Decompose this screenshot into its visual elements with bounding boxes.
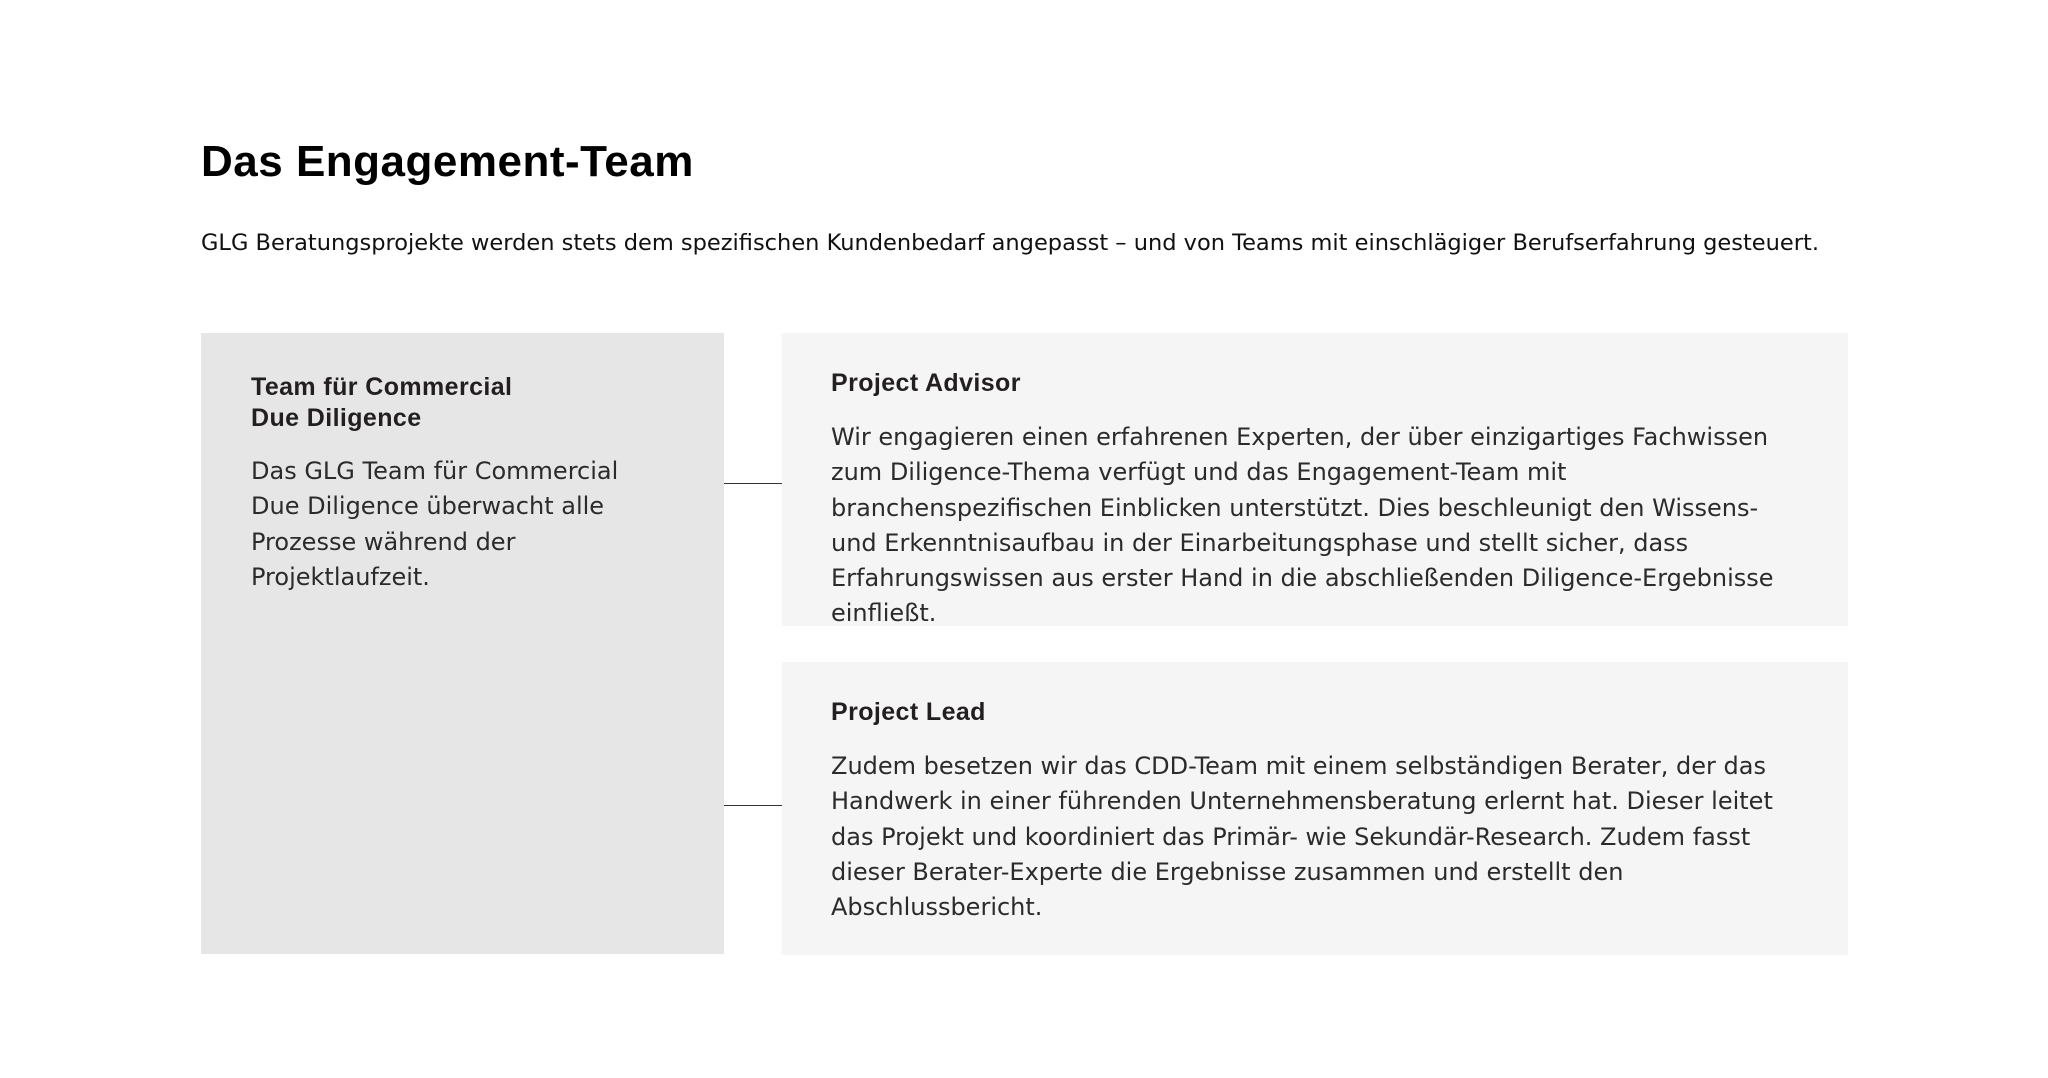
role-description: Zudem besetzen wir das CDD-Team mit einem selbständigen Berater, der das Handwerk in einer führenden Unternehmensberatung erlernt hat. Dieser leitet das Projekt und koordiniert das Primär- wie Sekundär-Research. Zudem fasst dieser Berater-Experte die Ergebnisse zusammen und erstellt den Abschlussbericht. <box>831 752 1773 922</box>
role-heading: Project Advisor <box>831 369 1021 397</box>
team-description: Das GLG Team für Commercial Due Diligence überwacht alle Prozesse während der Projektlaufzeit. <box>251 457 619 591</box>
intro-text: GLG Beratungsprojekte werden stets dem spezifischen Kundenbedarf angepasst – und von Teams mit einschlägiger Berufserfahrung gesteuert. <box>201 230 1819 256</box>
team-box <box>201 333 724 954</box>
connector-line-advisor <box>724 483 782 484</box>
role-description: Wir engagieren einen erfahrenen Experten, der über einzigartiges Fachwissen zum Diligence-Thema verfügt und das Engagement-Team mit branchenspezifischen Einblicken unterstützt. Dies beschleunigt den Wissens- und Erkenntnisaufbau in der Einarbeitungsphase und stellt sicher, dass Erfahrungswissen aus erster Hand in die abschließenden Diligence-Ergebnisse einfließt. <box>831 423 1774 628</box>
team-heading: Team für Commercial Due Diligence <box>251 373 513 432</box>
role-card-project-lead <box>782 662 1848 955</box>
role-heading: Project Lead <box>831 698 986 726</box>
connector-line-lead <box>724 805 782 806</box>
page-title: Das Engagement-Team <box>201 137 694 186</box>
role-card-project-advisor <box>782 333 1848 626</box>
